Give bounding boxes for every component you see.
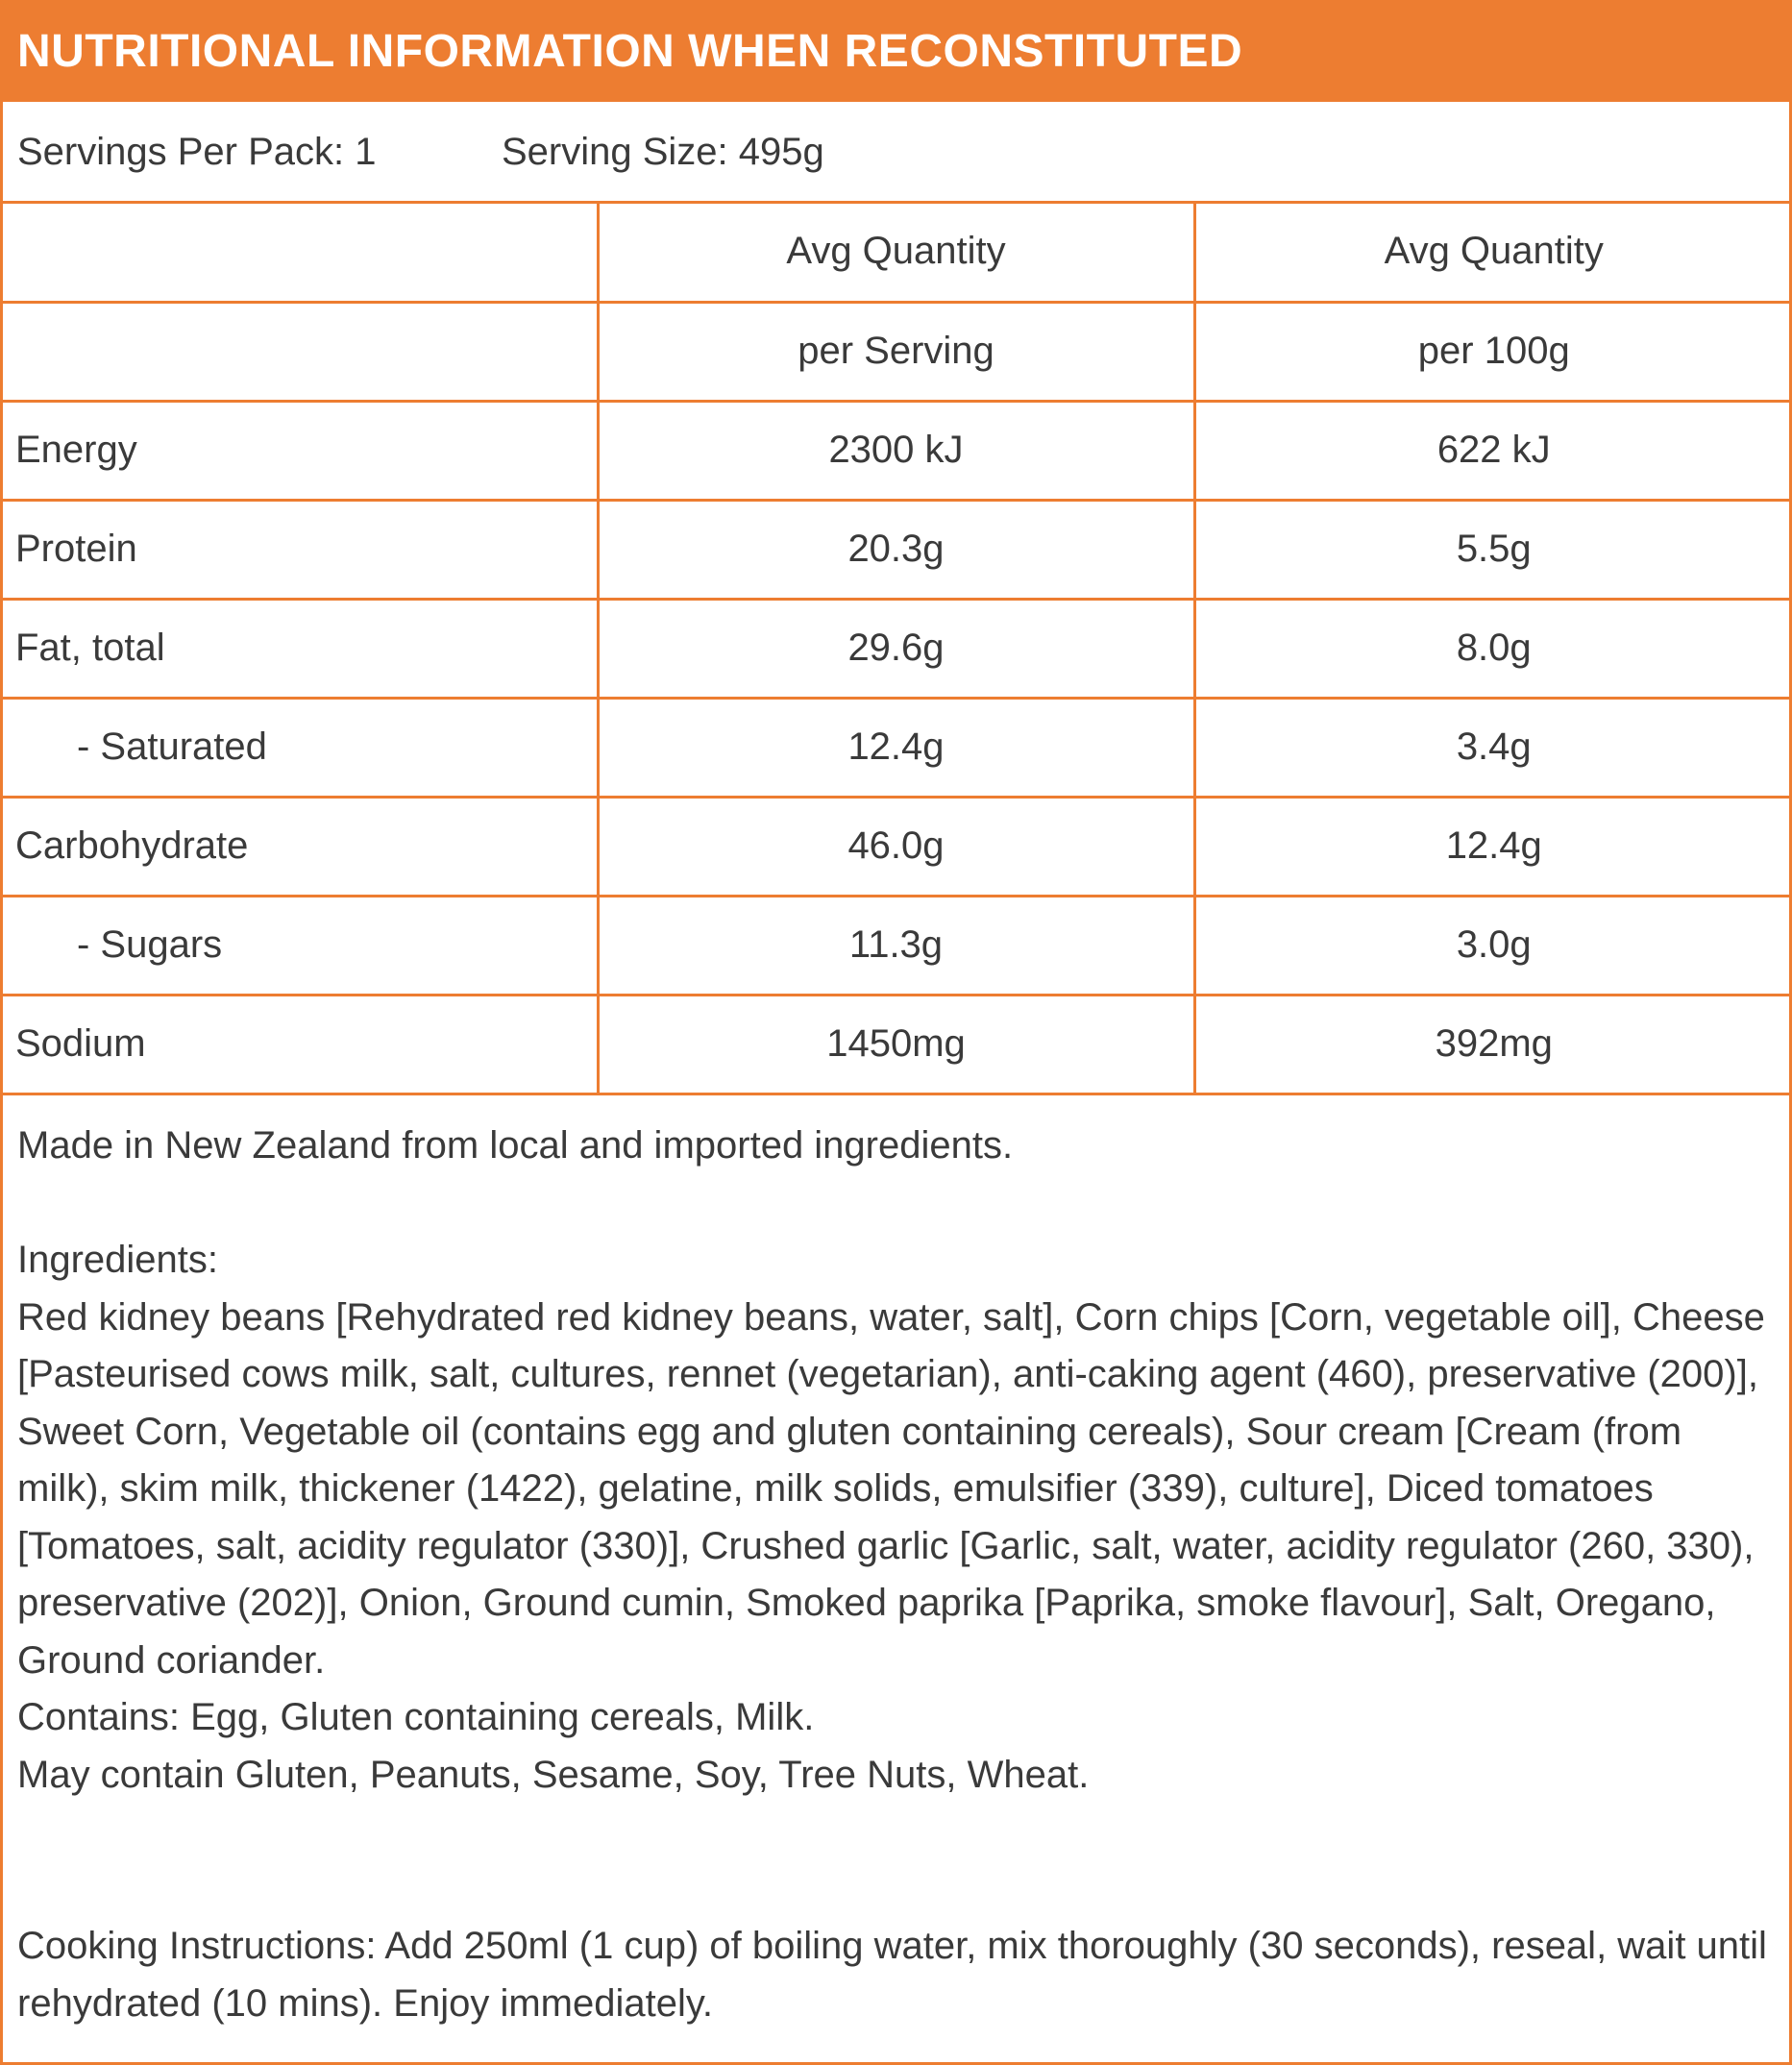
nutrition-table: [0, 203, 1792, 1095]
table-header-row: [0, 302, 1792, 401]
header-cell-avg-quantity: Avg Quantity: [1194, 203, 1792, 302]
origin-statement: Made in New Zealand from local and imported ingredients.: [17, 1124, 1014, 1167]
header-cell-nutrient: [0, 302, 598, 401]
per-serving-value: 2300 kJ: [598, 401, 1194, 500]
header-cell-per-100g: per 100g: [1194, 302, 1792, 401]
per-serving-value: 11.3g: [598, 896, 1194, 995]
per-100g-value: 12.4g: [1194, 797, 1792, 896]
allergen-contains: Contains: Egg, Gluten containing cereals, Milk.: [17, 1696, 815, 1738]
per-serving-value: 1450mg: [598, 995, 1194, 1094]
per-serving-value: 29.6g: [598, 599, 1194, 698]
allergen-may-contain: May contain Gluten, Peanuts, Sesame, Soy, Tree Nuts, Wheat.: [17, 1753, 1090, 1796]
panel-title: NUTRITIONAL INFORMATION WHEN RECONSTITUTED: [17, 25, 1243, 77]
per-100g-value: 622 kJ: [1194, 401, 1792, 500]
nutrient-name: Carbohydrate: [0, 797, 598, 896]
table-row: [0, 401, 1792, 500]
ingredients-label: Ingredients:: [17, 1239, 219, 1281]
per-100g-value: 392mg: [1194, 995, 1792, 1094]
table-header-row: [0, 203, 1792, 302]
servings-per-pack: Servings Per Pack: 1: [17, 131, 377, 173]
nutrient-name: Sodium: [0, 995, 598, 1094]
product-info: [17, 1118, 1776, 2032]
table-row: [0, 698, 1792, 797]
per-100g-value: 8.0g: [1194, 599, 1792, 698]
table-row: [0, 896, 1792, 995]
header-cell-nutrient: [0, 203, 598, 302]
table-row: [0, 500, 1792, 599]
per-serving-value: 20.3g: [598, 500, 1194, 599]
nutrient-name: Energy: [0, 401, 598, 500]
per-100g-value: 5.5g: [1194, 500, 1792, 599]
serving-size: Serving Size: 495g: [502, 131, 824, 173]
servings-row: [0, 102, 1792, 204]
cooking-instructions: Cooking Instructions: Add 250ml (1 cup) of boiling water, mix thoroughly (30 seconds), reseal, wait until rehydrated (10 mins). Enjoy immediately.: [17, 1925, 1767, 2025]
nutrient-name: - Saturated: [0, 698, 598, 797]
per-100g-value: 3.4g: [1194, 698, 1792, 797]
nutrient-name: - Sugars: [0, 896, 598, 995]
panel-header: [0, 0, 1792, 102]
per-serving-value: 12.4g: [598, 698, 1194, 797]
header-cell-avg-quantity: Avg Quantity: [598, 203, 1194, 302]
nutrient-name: Fat, total: [0, 599, 598, 698]
table-row: [0, 995, 1792, 1094]
ingredients-text: Red kidney beans [Rehydrated red kidney beans, water, salt], Corn chips [Corn, vegetable oil], Cheese [Pasteurised cows milk, salt, cultures, rennet (vegetarian), anti-caking agent (460), preservative (200)], Sweet Corn, Vegetable oil (contains egg and gluten containing cereals), Sour cream [Cream (from milk), skim milk, thickener (1422), gelatine, milk solids, emulsifier (339), culture], Diced tomatoes [Tomatoes, salt, acidity regulator (330)], Crushed garlic [Garlic, salt, water, acidity regulator (260, 330), preservative (202)], Onion, Ground cumin, Smoked paprika [Paprika, smoke flavour], Salt, Oregano, Ground coriander.: [17, 1295, 1765, 1682]
per-100g-value: 3.0g: [1194, 896, 1792, 995]
header-cell-per-serving: per Serving: [598, 302, 1194, 401]
per-serving-value: 46.0g: [598, 797, 1194, 896]
table-row: [0, 797, 1792, 896]
table-row: [0, 599, 1792, 698]
nutrient-name: Protein: [0, 500, 598, 599]
